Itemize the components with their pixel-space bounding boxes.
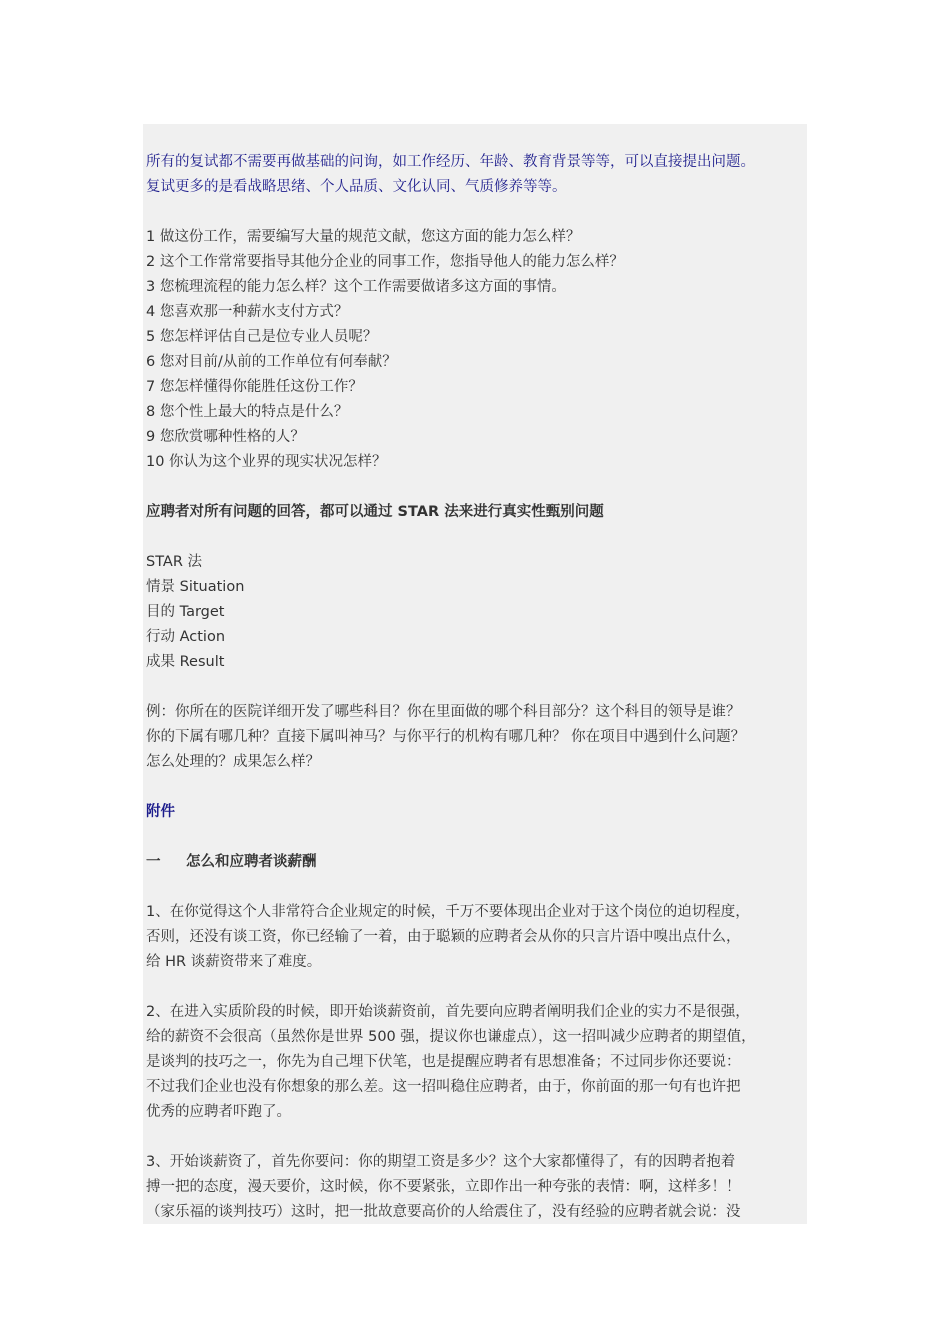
spacer [146,775,807,800]
example-line: 例：你所在的医院详细开发了哪些科目？你在里面做的哪个科目部分？这个科目的领导是谁？ [146,704,741,720]
question-item: 3 您梳理流程的能力怎么样？这个工作需要做诸多这方面的事情。 [146,279,566,295]
section-number: 一 [146,854,161,870]
paragraph-line: 优秀的应聘者吓跑了。 [146,1104,291,1120]
spacer [146,825,807,850]
paragraph-3 [146,1150,807,1224]
spacer [146,1125,807,1150]
spacer [146,475,807,500]
paragraph-2 [146,1000,807,1125]
example-paragraph [146,700,807,775]
example-line: 你的下属有哪几种？直接下属叫神马？与你平行的机构有哪几种？ 你在项目中遇到什么问题？ [146,729,746,745]
question-item: 9 您欣赏哪种性格的人？ [146,429,305,445]
star-item: 目的 Target [146,604,225,620]
paragraph-line: 否则，还没有谈工资，你已经输了一着，由于聪颖的应聘者会从你的只言片语中嗅出点什么， [146,929,741,945]
document-body [143,124,807,1224]
document-page [143,124,807,1224]
intro-line: 所有的复试都不需要再做基础的问询，如工作经历、年龄、教育背景等等，可以直接提出问题。 [146,154,755,170]
appendix-title: 附件 [146,804,175,820]
paragraph-line: （家乐福的谈判技巧）这时，把一批故意要高价的人给震住了，没有经验的应聘者就会说：没 [146,1204,741,1220]
question-item: 5 您怎样评估自己是位专业人员呢？ [146,329,378,345]
paragraph-line: 是谈判的技巧之一，你先为自己埋下伏笔，也是提醒应聘者有思想准备；不过同步你还要说： [146,1054,741,1070]
spacer [146,200,807,225]
paragraph-line: 3、开始谈薪资了，首先你要问：你的期望工资是多少？这个大家都懂得了，有的因聘者抱着 [146,1154,736,1170]
paragraph-line: 不过我们企业也没有你想象的那么差。这一招叫稳住应聘者，由于，你前面的那一句有也许把 [146,1079,741,1095]
spacer [146,675,807,700]
paragraph-line: 1、在你觉得这个人非常符合企业规定的时候，千万不要体现出企业对于这个岗位的迫切程度， [146,904,750,920]
spacer [146,975,807,1000]
paragraph-line: 2、在进入实质阶段的时候，即开始谈薪资前，首先要向应聘者阐明我们企业的实力不是很强， [146,1004,750,1020]
question-item: 4 您喜欢那一种薪水支付方式？ [146,304,349,320]
star-item: STAR 法 [146,554,203,570]
star-list [146,550,807,675]
question-item: 6 您对目前/从前的工作单位有何奉献？ [146,354,397,370]
star-statement: 应聘者对所有问题的回答，都可以通过 STAR 法来进行真实性甄别问题 [146,504,604,520]
paragraph-line: 给的薪资不会很高（虽然你是世界 500 强，提议你也谦虚点），这一招叫减少应聘者的期望值， [146,1029,756,1045]
paragraph-line: 搏一把的态度，漫天要价，这时候，你不要紧张，立即作出一种夸张的表情：啊，这样多！！ [146,1179,741,1195]
spacer [146,875,807,900]
section-heading [146,850,807,875]
question-item: 10 你认为这个业界的现实状况怎样？ [146,454,387,470]
question-item: 8 您个性上最大的特点是什么？ [146,404,349,420]
question-item: 2 这个工作常常要指导其他分企业的同事工作，您指导他人的能力怎么样？ [146,254,624,270]
spacer [146,525,807,550]
star-item: 情景 Situation [146,579,245,595]
paragraph-1 [146,900,807,975]
star-item: 行动 Action [146,629,226,645]
question-list [146,225,807,475]
question-item: 7 您怎样懂得你能胜任这份工作？ [146,379,363,395]
intro-line: 复试更多的是看战略思绪、个人品质、文化认同、气质修养等等。 [146,179,567,195]
star-item: 成果 Result [146,654,225,670]
question-item: 1 做这份工作，需要编写大量的规范文献，您这方面的能力怎么样？ [146,229,581,245]
paragraph-line: 给 HR 谈薪资带来了难度。 [146,954,322,970]
section-title: 怎么和应聘者谈薪酬 [186,854,317,870]
intro-paragraph [146,150,807,200]
example-line: 怎么处理的？成果怎么样？ [146,754,320,770]
